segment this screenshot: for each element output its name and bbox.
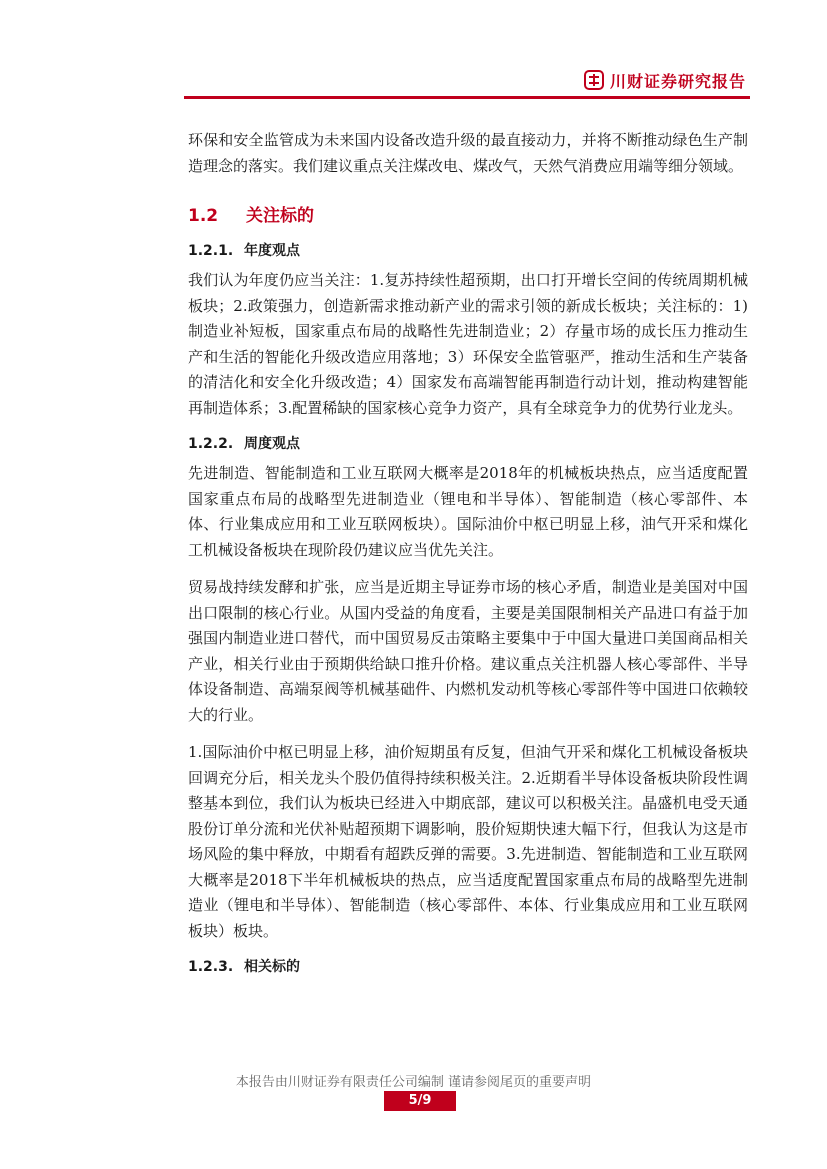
chuancai-logo-icon (584, 70, 604, 90)
header-divider (184, 96, 750, 99)
header-title: 川财证券研究报告 (610, 72, 747, 91)
paragraph: 贸易战持续发酵和扩张，应当是近期主导证券市场的核心矛盾，制造业是美国对中国出口限制的核心行业。从国内受益的角度看，主要是美国限制相关产品进口有益于加强国内制造业进口替代，而中国贸易反击策略主要集中于中国大量进口美国商品相关产业，相关行业由于预期供给缺口推升价格。建议重点关注机器人核心零部件、半导体设备制造、高端泵阀等机械基础件、内燃机发动机等核心零部件等中国进口依赖较大的行业。 (188, 578, 748, 724)
subsection-number: 1.2.1. (188, 243, 234, 259)
subsection-number: 1.2.2. (188, 436, 234, 452)
intro-paragraph: 环保和安全监管成为未来国内设备改造升级的最直接动力，并将不断推动绿色生产制造理念的落实。我们建议重点关注煤改电、煤改气，天然气消费应用端等细分领域。 (188, 131, 748, 175)
section-number: 1.2 (188, 206, 219, 226)
page-header (184, 66, 750, 94)
paragraph: 我们认为年度仍应当关注：1.复苏持续性超预期，出口打开增长空间的传统周期机械板块；2.政策强力，创造新需求推动新产业的需求引领的新成长板块；关注标的：1)制造业补短板，国家重点布局的战略性先进制造业；2）存量市场的成长压力推动生产和生活的智能化升级改造应用落地；3）环保安全监管驱严，推动生活和生产装备的清洁化和安全化升级改造；4）国家发布高端智能再制造行动计划，推动构建智能再制造体系；3.配置稀缺的国家核心竞争力资产，具有全球竞争力的优势行业龙头。 (188, 271, 748, 417)
subsection-title: 年度观点 (244, 243, 300, 259)
section-heading (188, 201, 748, 226)
paragraph: 先进制造、智能制造和工业互联网大概率是2018年的机械板块热点，应当适度配置国家重点布局的战略型先进制造业（锂电和半导体）、智能制造（核心零部件、本体、行业集成应用和工业互联网板块）。国际油价中枢已明显上移，油气开采和煤化工机械设备板块在现阶段仍建议应当优先关注。 (188, 464, 748, 559)
subsection-heading (188, 433, 748, 453)
subsection-number: 1.2.3. (188, 959, 234, 975)
subsection-heading (188, 240, 748, 260)
subsection-title: 相关标的 (244, 959, 300, 975)
page-number: 5/9 (384, 1091, 456, 1111)
footer-disclaimer: 本报告由川财证券有限责任公司编制 谨请参阅尾页的重要声明 (235, 1075, 592, 1090)
paragraph: 1.国际油价中枢已明显上移，油价短期虽有反复，但油气开采和煤化工机械设备板块回调充分后，相关龙头个股仍值得持续积极关注。2.近期看半导体设备板块阶段性调整基本到位，我们认为板块已经进入中期底部，建议可以积极关注。晶盛机电受天通股份订单分流和光伏补贴超预期下调影响，股价短期快速大幅下行，但我认为这是市场风险的集中释放，中期看有超跌反弹的需要。3.先进制造、智能制造和工业互联网大概率是2018下半年机械板块的热点，应当适度配置国家重点布局的战略型先进制造业（锂电和半导体）、智能制造（核心零部件、本体、行业集成应用和工业互联网板块）板块。 (188, 743, 748, 940)
section-title: 关注标的 (246, 206, 314, 226)
main-content (188, 128, 748, 984)
subsection-title: 周度观点 (244, 436, 300, 452)
subsection-heading (188, 956, 748, 976)
